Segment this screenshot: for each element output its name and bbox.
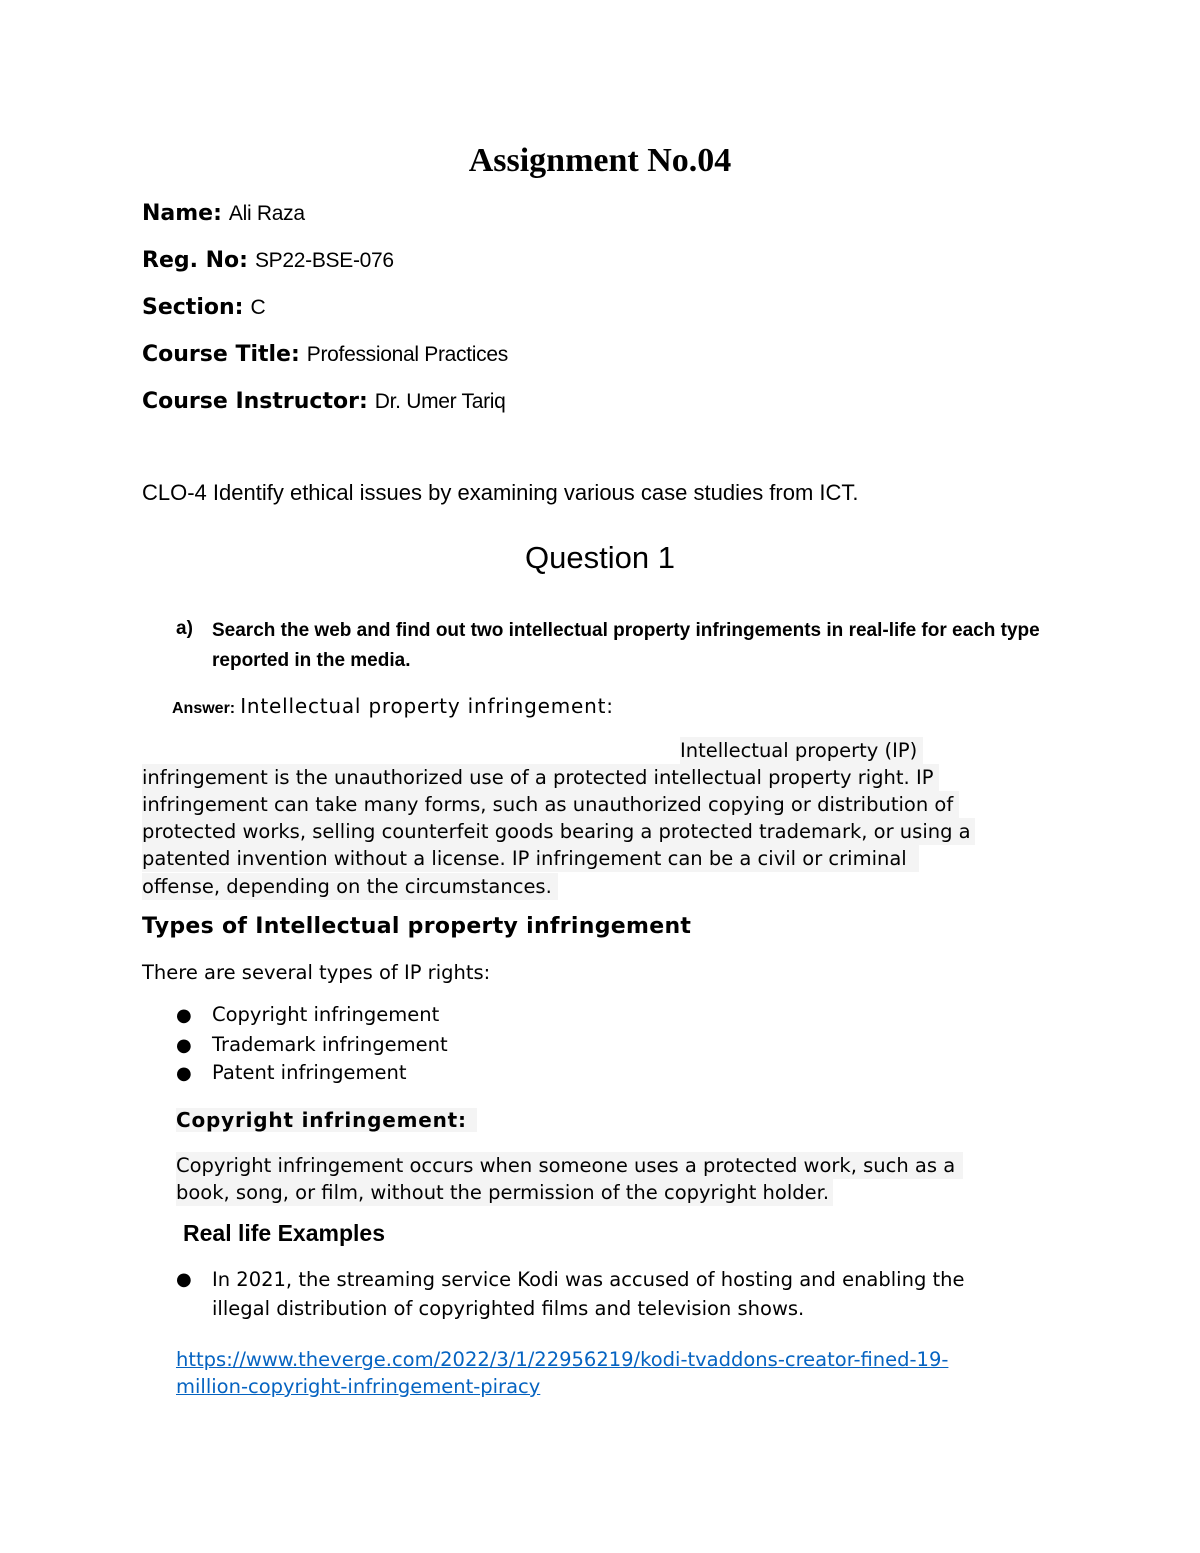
answer-label: Answer: <box>172 700 236 717</box>
field-value: Professional Practices <box>306 343 508 366</box>
bullet-icon: ● <box>176 1063 192 1084</box>
field-value: SP22-BSE-076 <box>254 249 394 272</box>
link-line[interactable]: million-copyright-infringement-piracy <box>176 1375 541 1398</box>
field-label: Reg. No: <box>142 248 248 273</box>
paragraph-line: protected works, selling counterfeit goods bearing a protected trademark, or using a <box>142 818 975 845</box>
bullet-icon: ● <box>176 1035 192 1056</box>
field-value: Dr. Umer Tariq <box>374 390 506 413</box>
paragraph-line: Copyright infringement occurs when someone uses a protected work, such as a <box>176 1152 963 1179</box>
field-value: C <box>250 296 266 319</box>
field-reg-no <box>142 248 394 273</box>
field-name <box>142 201 305 226</box>
question-text: Search the web and find out two intellectual property infringements in real-life for each type reported in the media. <box>212 620 1040 671</box>
field-section <box>142 295 265 320</box>
list-item-line: illegal distribution of copyrighted films and television shows. <box>212 1297 805 1320</box>
types-heading: Types of Intellectual property infringement <box>142 914 692 939</box>
paragraph-line: Intellectual property (IP) <box>680 737 923 764</box>
examples-heading: Real life Examples <box>183 1220 385 1246</box>
clo-statement: CLO-4 Identify ethical issues by examining various case studies from ICT. <box>142 480 859 505</box>
field-label: Section: <box>142 295 244 320</box>
field-value: Ali Raza <box>228 202 305 225</box>
field-label: Course Instructor: <box>142 389 368 414</box>
field-label: Course Title: <box>142 342 300 367</box>
bullet-icon: ● <box>176 1269 192 1290</box>
paragraph-line: offense, depending on the circumstances. <box>142 873 558 900</box>
bullet-icon: ● <box>176 1005 192 1026</box>
document-title: Assignment No.04 <box>468 142 732 179</box>
answer-heading-line <box>172 694 614 718</box>
paragraph-line: patented invention without a license. IP infringement can be a civil or criminal <box>142 845 919 872</box>
link-line[interactable]: https://www.theverge.com/2022/3/1/22956219/kodi-tvaddons-creator-fined-19- <box>176 1348 949 1371</box>
field-course-instructor <box>142 389 506 414</box>
list-item-line: In 2021, the streaming service Kodi was accused of hosting and enabling the <box>212 1268 965 1291</box>
types-intro: There are several types of IP rights: <box>142 961 491 984</box>
list-item: Patent infringement <box>212 1061 407 1084</box>
question-marker: a) <box>176 618 193 639</box>
field-label: Name: <box>142 201 222 226</box>
question-heading: Question 1 <box>525 540 675 575</box>
paragraph-line: infringement is the unauthorized use of a protected intellectual property right. IP <box>142 764 939 791</box>
answer-heading: Intellectual property infringement: <box>240 694 614 718</box>
list-item: Copyright infringement <box>212 1003 440 1026</box>
field-course-title <box>142 342 508 367</box>
list-item: Trademark infringement <box>212 1033 448 1056</box>
copyright-heading: Copyright infringement: <box>176 1108 477 1132</box>
paragraph-line: book, song, or film, without the permission of the copyright holder. <box>176 1179 833 1206</box>
source-link[interactable] <box>176 1346 948 1400</box>
paragraph-line: infringement can take many forms, such as unauthorized copying or distribution of <box>142 791 959 818</box>
